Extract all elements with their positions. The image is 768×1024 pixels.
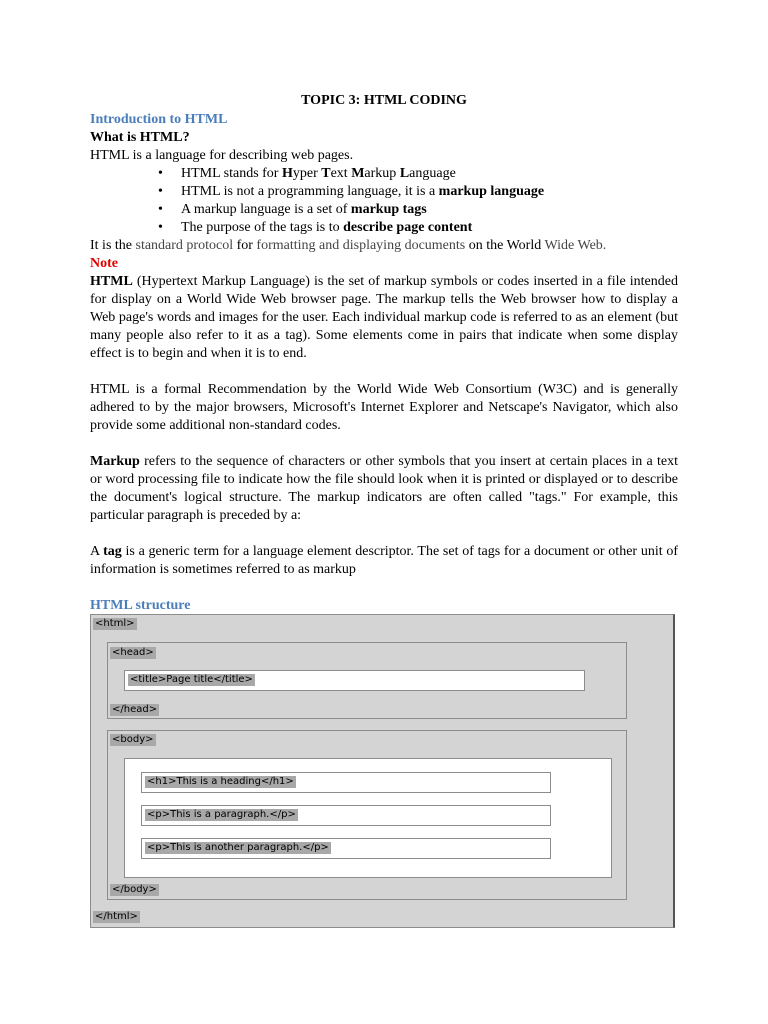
list-item: • The purpose of the tags is to describe page content bbox=[158, 220, 473, 235]
list-item: • HTML stands for Hyper Text Markup Language bbox=[158, 166, 456, 181]
what-heading: What is HTML? bbox=[90, 130, 190, 145]
protocol-sentence: It is the standard protocol for formatting and displaying documents on the World Wide Web. bbox=[90, 238, 607, 253]
paragraph-markup: Markup refers to the sequence of characters or other symbols that you insert at certain places in a text or word processing file to indicate how the file should look when it is printed or displayed or to describe the document's logical structure. The markup indicators are often called "tags." For example, this particular paragraph is preceded by a: bbox=[90, 454, 678, 523]
paragraph-w3c: HTML is a formal Recommendation by the World Wide Web Consortium (W3C) and is generally adhered to by the major browsers, Microsoft's Internet Explorer and Netscape's Navigator, which also provide some additional non-standard codes. bbox=[90, 382, 678, 433]
document-body bbox=[90, 111, 678, 615]
body-section bbox=[107, 730, 627, 900]
html-structure-diagram bbox=[90, 614, 675, 928]
h1-tag: <h1>This is a heading</h1> bbox=[147, 776, 294, 787]
bullet-icon: • bbox=[158, 220, 163, 235]
note-label: Note bbox=[90, 256, 118, 271]
head-close-tag: </head> bbox=[112, 704, 158, 715]
html-close-tag: </html> bbox=[95, 911, 138, 922]
p2-field bbox=[141, 838, 551, 859]
body-open-tag: <body> bbox=[112, 734, 154, 745]
p2-tag: <p>This is another paragraph.</p> bbox=[147, 842, 329, 853]
list-item: • HTML is not a programming language, it is a markup language bbox=[158, 184, 545, 199]
head-open-tag: <head> bbox=[112, 647, 154, 658]
bullet-icon: • bbox=[158, 166, 163, 181]
body-close-tag: </body> bbox=[112, 884, 157, 895]
body-content-area bbox=[124, 758, 612, 878]
intro-heading: Introduction to HTML bbox=[90, 112, 228, 127]
p1-field bbox=[141, 805, 551, 826]
bullet-icon: • bbox=[158, 184, 163, 199]
head-section bbox=[107, 642, 627, 719]
html-open-tag: <html> bbox=[95, 618, 135, 629]
h1-field bbox=[141, 772, 551, 793]
bullet-list bbox=[90, 165, 678, 237]
bullet-icon: • bbox=[158, 202, 163, 217]
title-field bbox=[124, 670, 585, 691]
page-title: TOPIC 3: HTML CODING bbox=[301, 93, 467, 108]
paragraph-html: HTML (Hypertext Markup Language) is the set of markup symbols or codes inserted in a file intended for display on a World Wide Web browser page. The markup tells the Web browser how to display a Web page's words and images for the user. Each individual markup code is referred to as an element (but many people also refer to it as a tag). Some elements come in pairs that indicate when some display effect is to begin and when it is to end. bbox=[90, 274, 678, 361]
list-item: • A markup language is a set of markup tags bbox=[158, 202, 427, 217]
title-tag: <title>Page title</title> bbox=[130, 674, 253, 685]
what-text: HTML is a language for describing web pages. bbox=[90, 148, 354, 163]
structure-heading: HTML structure bbox=[90, 598, 191, 613]
paragraph-tag: A tag is a generic term for a language element descriptor. The set of tags for a document or other unit of information is sometimes referred to as markup bbox=[90, 544, 678, 577]
p1-tag: <p>This is a paragraph.</p> bbox=[147, 809, 296, 820]
